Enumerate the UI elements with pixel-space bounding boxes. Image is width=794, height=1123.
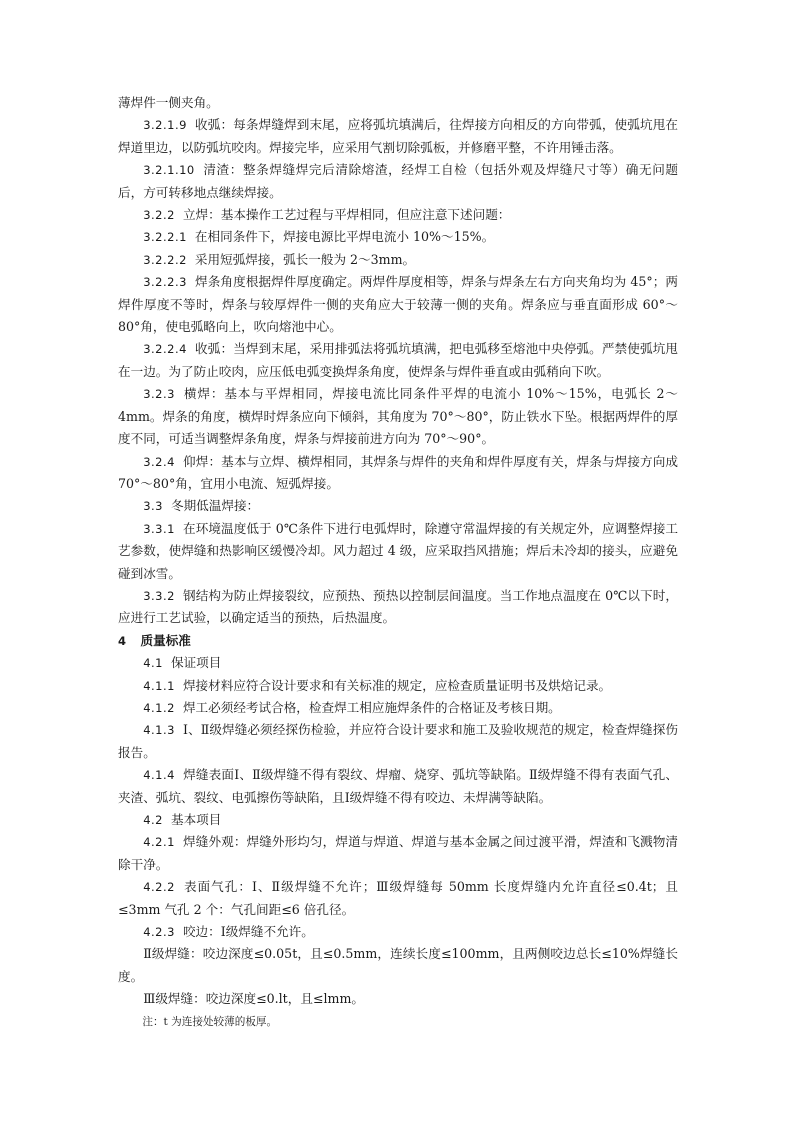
document-body	[118, 92, 678, 1033]
body-paragraph	[118, 988, 678, 1010]
clause-paragraph	[118, 719, 678, 764]
clause-paragraph	[118, 921, 678, 943]
section-heading	[118, 630, 678, 652]
clause-paragraph	[118, 338, 678, 383]
paragraph-text: 收弧：每条焊缝焊到末尾，应将弧坑填满后，往焊接方向相反的方向带弧，使弧坑甩在焊道里边，以防弧坑咬肉。焊接完毕，应采用气割切除弧板，并修磨平整，不许用锤击落。	[118, 117, 678, 155]
clause-paragraph	[118, 831, 678, 876]
paragraph-text: 质量标准	[140, 632, 191, 648]
clause-number: 3.3.2	[143, 588, 175, 603]
clause-paragraph	[118, 226, 678, 248]
clause-paragraph	[118, 697, 678, 719]
paragraph-text: 采用短弧焊接，弧长一般为 2～3mm。	[194, 251, 416, 267]
clause-number: 4.2.1	[143, 835, 175, 850]
body-paragraph	[118, 943, 678, 988]
paragraph-text: 冬期低温焊接：	[170, 498, 260, 514]
paragraph-text: 注：t 为连接处较薄的板厚。	[142, 1015, 278, 1028]
paragraph-text: Ⅱ级焊缝：咬边深度≤0.05t，且≤0.5mm，连续长度≤100mm，且两侧咬边总长≤10%焊缝长度。	[118, 946, 678, 984]
clause-number: 3.2.1.9	[143, 118, 187, 133]
clause-paragraph	[118, 652, 678, 674]
clause-paragraph	[118, 876, 678, 921]
clause-number: 4.1.4	[143, 768, 175, 783]
paragraph-text: 基本项目	[170, 812, 222, 827]
paragraph-text: 焊缝表面Ⅰ、Ⅱ级焊缝不得有裂纹、焊瘤、烧穿、弧坑等缺陷。Ⅱ级焊缝不得有表面气孔、夹渣、弧坑、裂纹、电弧擦伤等缺陷，且Ⅰ级焊缝不得有咬边、未焊满等缺陷。	[118, 767, 678, 805]
clause-number: 3.3.1	[143, 521, 175, 536]
clause-number: 4.2.2	[143, 880, 175, 895]
paragraph-text: 收弧：当焊到末尾，采用排弧法将弧坑填满，把电弧移至熔池中央停弧。严禁使弧坑甩在一边。为了防止咬肉，应压低电弧变换焊条角度，使焊条与焊件垂直或由弧稍向下吹。	[118, 341, 678, 379]
paragraph-text: Ⅰ、Ⅱ级焊缝必须经探伤检验，并应符合设计要求和施工及验收规范的规定，检查焊缝探伤报告。	[118, 722, 678, 760]
paragraph-text: 薄焊件一侧夹角。	[118, 95, 219, 110]
clause-number: 3.2.2.3	[143, 275, 187, 290]
clause-paragraph	[118, 204, 678, 226]
clause-number: 3.2.2	[143, 208, 175, 223]
clause-number: 4.1.3	[143, 723, 175, 738]
paragraph-text: 焊接材料应符合设计要求和有关标准的规定，应检查质量证明书及烘焙记录。	[182, 677, 612, 693]
paragraph-text: 在环境温度低于 0℃条件下进行电弧焊时，除遵守常温焊接的有关规定外，应调整焊接工艺参数，使焊缝和热影响区缓慢冷却。风力超过 4 级，应采取挡风措施；焊后未冷却的接头，应避免碰到冰雪。	[118, 520, 678, 581]
paragraph-text: 焊缝外观：焊缝外形均匀，焊道与焊道、焊道与基本金属之间过渡平滑，焊渣和飞溅物清除干净。	[118, 834, 678, 872]
paragraph-text: 焊条角度根据焊件厚度确定。两焊件厚度相等，焊条与焊条左右方向夹角均为 45°；两焊件厚度不等时，焊条与较厚焊件一侧的夹角应大于较薄一侧的夹角。焊条应与垂直面形成 60°～80°角，使电弧略向上，吹向熔池中心。	[118, 274, 678, 335]
clause-number: 3.2.2.4	[143, 342, 187, 357]
clause-paragraph	[118, 159, 678, 204]
clause-number: 4	[118, 633, 127, 648]
clause-paragraph	[118, 675, 678, 697]
clause-paragraph	[118, 114, 678, 159]
clause-number: 4.2	[143, 813, 163, 827]
clause-number: 3.2.2.1	[143, 230, 187, 245]
clause-number: 4.1	[143, 656, 163, 671]
clause-number: 4.1.1	[143, 678, 175, 693]
clause-paragraph	[118, 585, 678, 630]
paragraph-text: 表面气孔：Ⅰ、Ⅱ级焊缝不允许；Ⅲ级焊缝每 50mm 长度焊缝内允许直径≤0.4t；且≤3mm 气孔 2 个：气孔间距≤6 倍孔径。	[118, 879, 678, 917]
clause-paragraph	[118, 451, 678, 496]
clause-paragraph	[118, 383, 678, 450]
clause-number: 3.3	[143, 499, 163, 514]
paragraph-text: 焊工必须经考试合格，检查焊工相应施焊条件的合格证及考核日期。	[182, 699, 561, 715]
footnote	[118, 1011, 678, 1033]
paragraph-text: 保证项目	[170, 655, 222, 671]
paragraph-text: 立焊：基本操作工艺过程与平焊相同，但应注意下述问题：	[182, 207, 511, 223]
paragraph-text: 咬边：Ⅰ级焊缝不允许。	[182, 924, 314, 940]
body-paragraph	[118, 92, 678, 114]
clause-number: 3.2.3	[143, 387, 175, 402]
paragraph-text: 清渣：整条焊缝焊完后清除熔渣，经焊工自检（包括外观及焊缝尺寸等）确无问题后，方可转移地点继续焊接。	[118, 162, 678, 200]
clause-paragraph	[118, 249, 678, 271]
clause-number: 3.2.1.10	[143, 163, 195, 178]
clause-paragraph	[118, 495, 678, 517]
paragraph-text: 横焊：基本与平焊相同，焊接电流比同条件平焊的电流小 10%～15%，电弧长 2～4mm。焊条的角度，横焊时焊条应向下倾斜，其角度为 70°～80°，防止铁水下坠。根据两焊件的厚度不同，可适当调整焊条角度，焊条与焊接前进方向为 70°～90°。	[118, 386, 678, 447]
clause-number: 4.1.2	[143, 700, 175, 715]
clause-paragraph	[118, 271, 678, 338]
paragraph-text: 钢结构为防止焊接裂纹，应预热、预热以控制层间温度。当工作地点温度在 0℃以下时，应进行工艺试验，以确定适当的预热，后热温度。	[118, 587, 678, 626]
paragraph-text: 仰焊：基本与立焊、横焊相同，其焊条与焊件的夹角和焊件厚度有关，焊条与焊接方向成 70°～80°角，宜用小电流、短弧焊接。	[118, 453, 678, 491]
clause-number: 3.2.4	[143, 454, 175, 469]
paragraph-text: Ⅲ级焊缝：咬边深度≤0.lt，且≤lmm。	[143, 991, 364, 1007]
paragraph-text: 在相同条件下，焊接电源比平焊电流小 10%～15%。	[194, 229, 495, 245]
clause-paragraph	[118, 518, 678, 585]
clause-number: 3.2.2.2	[143, 252, 187, 267]
clause-paragraph	[118, 809, 678, 831]
clause-paragraph	[118, 764, 678, 809]
clause-number: 4.2.3	[143, 925, 175, 940]
